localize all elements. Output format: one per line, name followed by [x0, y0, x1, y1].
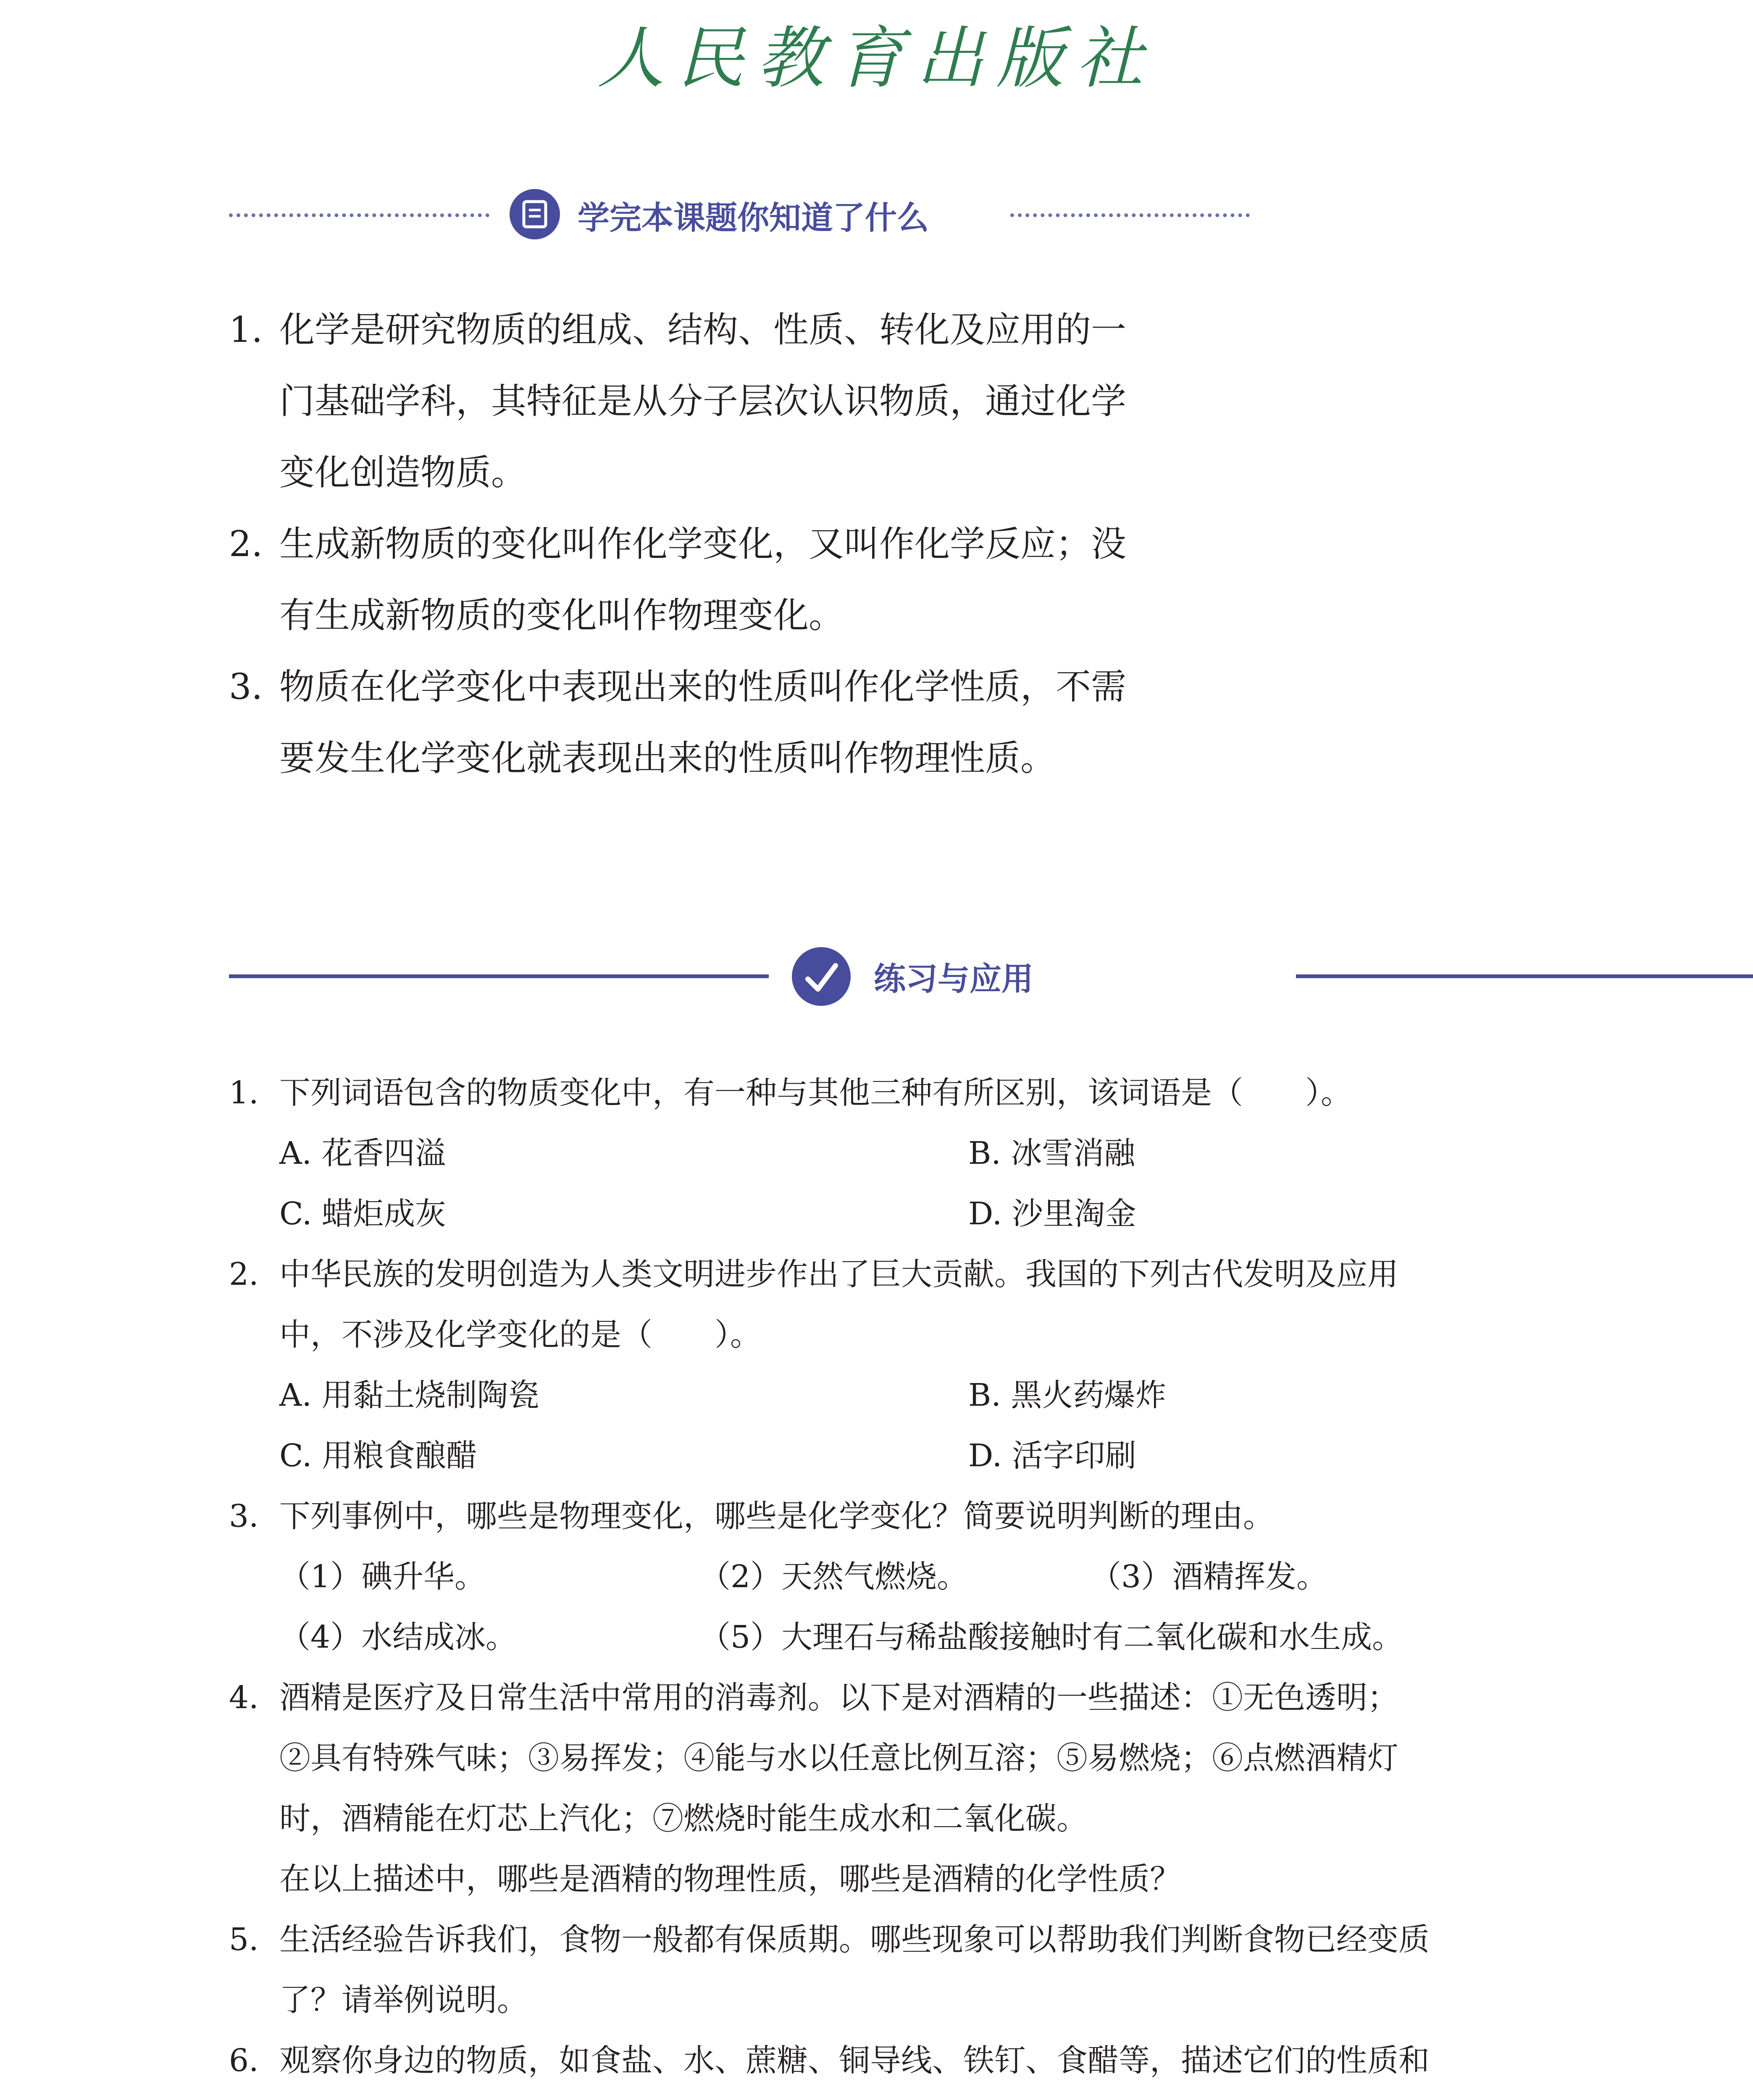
question-text: 观察你身边的物质，如食盐、水、蔗糖、铜导线、铁钉、食醋等，描述它们的性质和	[279, 2042, 1430, 2079]
summary-line: 化学是研究物质的组成、结构、性质、转化及应用的一	[279, 309, 1127, 350]
sub-item-row	[279, 1607, 1628, 1667]
dotted-divider-right	[1010, 213, 1250, 217]
option: B. 黑火药爆炸	[968, 1377, 1167, 1413]
sub-item: （2）天然气燃烧。	[699, 1559, 968, 1595]
divider-left	[229, 974, 769, 978]
option: D. 沙里淘金	[968, 1196, 1136, 1232]
question-number: 1.	[229, 1075, 259, 1111]
sub-item: （1）碘升华。	[279, 1559, 486, 1595]
pen-check-icon	[792, 947, 851, 1006]
question-text: 中华民族的发明创造为人类文明进步作出了巨大贡献。我国的下列古代发明及应用	[279, 1256, 1398, 1292]
question-5	[229, 1909, 1628, 2030]
sub-item: （4）水结成冰。	[279, 1619, 517, 1655]
item-number: 3.	[229, 666, 263, 707]
option-row	[279, 1123, 1628, 1184]
question-text: 了？请举例说明。	[279, 1982, 528, 2018]
question-number: 5.	[229, 1922, 259, 1958]
summary-item	[229, 651, 1262, 794]
option: D. 活字印刷	[968, 1438, 1136, 1474]
question-text: 下列词语包含的物质变化中，有一种与其他三种有所区别，该词语是（ ）。	[279, 1075, 1352, 1111]
option-row	[279, 1425, 1628, 1486]
publisher-logo-top: 人民教育出版社	[597, 19, 1156, 97]
exercise-list	[229, 1063, 1628, 2100]
question-4	[229, 1667, 1628, 1909]
exercise-title: 练习与应用	[874, 960, 1033, 998]
item-number: 1.	[229, 309, 263, 350]
sub-item-row	[279, 1546, 1628, 1607]
sub-item: （5）大理石与稀盐酸接触时有二氧化碳和水生成。	[699, 1619, 1403, 1655]
question-text: 中，不涉及化学变化的是（ ）。	[279, 1317, 761, 1353]
option: A. 用黏土烧制陶瓷	[279, 1377, 539, 1413]
question-text: 生活经验告诉我们，食物一般都有保质期。哪些现象可以帮助我们判断食物已经变质	[279, 1922, 1430, 1958]
question-number: 2.	[229, 1256, 259, 1292]
option: C. 用粮食酿醋	[279, 1438, 478, 1474]
summary-item	[229, 294, 1262, 508]
question-text: 在以上描述中，哪些是酒精的物理性质，哪些是酒精的化学性质？	[279, 1861, 1181, 1897]
summary-item	[229, 508, 1262, 651]
question-text: 酒精是医疗及日常生活中常用的消毒剂。以下是对酒精的一些描述：①无色透明；	[279, 1680, 1398, 1716]
summary-icon	[510, 189, 560, 239]
summary-header	[229, 189, 1250, 239]
summary-line: 物质在化学变化中表现出来的性质叫作化学性质，不需	[279, 666, 1127, 707]
question-text: 下列事例中，哪些是物理变化，哪些是化学变化？简要说明判断的理由。	[279, 1498, 1274, 1534]
option-row	[279, 1184, 1628, 1244]
exercise-header	[229, 945, 1615, 1008]
divider-right	[1296, 974, 1753, 978]
option-row	[279, 1365, 1628, 1425]
option: A. 花香四溢	[279, 1135, 446, 1171]
question-text: 时，酒精能在灯芯上汽化；⑦燃烧时能生成水和二氧化碳。	[279, 1801, 1088, 1837]
question-3	[229, 1486, 1628, 1667]
item-number: 2.	[229, 523, 263, 564]
summary-line: 要发生化学变化就表现出来的性质叫作物理性质。	[279, 738, 1056, 779]
dotted-divider-left	[229, 213, 489, 217]
question-6	[229, 2030, 1628, 2100]
question-number: 6.	[229, 2042, 259, 2079]
question-number: 4.	[229, 1680, 259, 1716]
summary-title: 学完本课题你知道了什么	[578, 199, 929, 236]
summary-line: 有生成新物质的变化叫作物理变化。	[279, 595, 844, 636]
question-text: ②具有特殊气味；③易挥发；④能与水以任意比例互溶；⑤易燃烧；⑥点燃酒精灯	[279, 1740, 1398, 1776]
sub-item: （3）酒精挥发。	[1090, 1559, 1328, 1595]
summary-line: 变化创造物质。	[279, 452, 527, 493]
option: C. 蜡炬成灰	[279, 1196, 447, 1232]
question-1	[229, 1063, 1628, 1244]
summary-line: 门基础学科，其特征是从分子层次认识物质，通过化学	[279, 381, 1127, 422]
question-number: 3.	[229, 1498, 259, 1534]
question-2	[229, 1244, 1628, 1486]
question-text	[279, 2091, 1628, 2100]
summary-list	[229, 294, 1262, 794]
summary-line: 生成新物质的变化叫作化学变化，又叫作化学反应；没	[279, 523, 1127, 564]
option: B. 冰雪消融	[968, 1135, 1135, 1171]
